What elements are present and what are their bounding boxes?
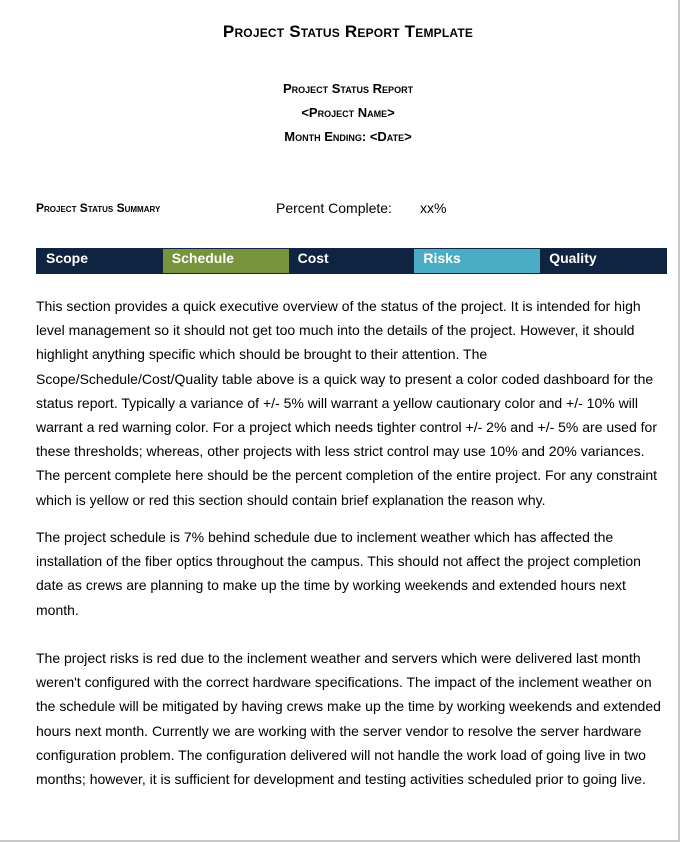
status-cell-quality: Quality bbox=[549, 250, 597, 266]
summary-label: Project Status Summary bbox=[36, 201, 161, 215]
percent-complete-value: xx% bbox=[420, 200, 447, 216]
status-dashboard-table bbox=[36, 248, 667, 274]
status-cell-risks: Risks bbox=[414, 249, 540, 273]
report-header-line1: Project Status Report bbox=[282, 81, 414, 96]
report-header bbox=[0, 80, 680, 152]
project-status-summary-row bbox=[36, 200, 656, 218]
status-cell-schedule: Schedule bbox=[163, 249, 289, 273]
status-cell-cost: Cost bbox=[297, 250, 329, 266]
project-name-placeholder: <Project Name> bbox=[301, 105, 395, 120]
percent-complete-label: Percent Complete: bbox=[276, 200, 392, 216]
status-cell-scope: Scope bbox=[46, 250, 89, 266]
document-title: Project Status Report Template bbox=[222, 22, 474, 41]
schedule-paragraph: The project schedule is 7% behind schedule due to inclement weather which has affected the installation of the fiber optics throughout the campus. This should not affect the project completion date as crews are planning to make up the time by working weekends and extended hours next month. bbox=[36, 529, 641, 618]
risks-paragraph: The project risks is red due to the inclement weather and servers which were delivered last month weren't configured with the correct hardware specifications. The impact of the inclement weather on the schedule will be mitigated by having crews make up the time by working weekends and extended hours next month. Currently we are working with the server vendor to resolve the server hardware configuration problem. The configuration delivered will not handle the work load of going live in two months; however, it is sufficient for development and testing activities scheduled prior to going live. bbox=[36, 650, 661, 788]
month-ending-line: Month Ending: <Date> bbox=[284, 129, 412, 144]
overview-paragraph: This section provides a quick executive overview of the status of the project. It is intended for high level management so it should not get too much into the details of the project. However, it should highlight anything specific which should be brought to their attention. The Scope/Schedule/Cost/Quality table above is a quick way to present a color coded dashboard for the status report. Typically a variance of +/- 5% will warrant a yellow cautionary color and +/- 10% will warrant a red warning color. For a project which needs tighter control +/- 2% and +/- 5% are used for these thresholds; whereas, other projects with less strict control may use 10% and 20% variances. The percent complete here should be the percent completion of the entire project. For any constraint which is yellow or red this section should contain brief explanation the reason why. bbox=[36, 298, 658, 508]
